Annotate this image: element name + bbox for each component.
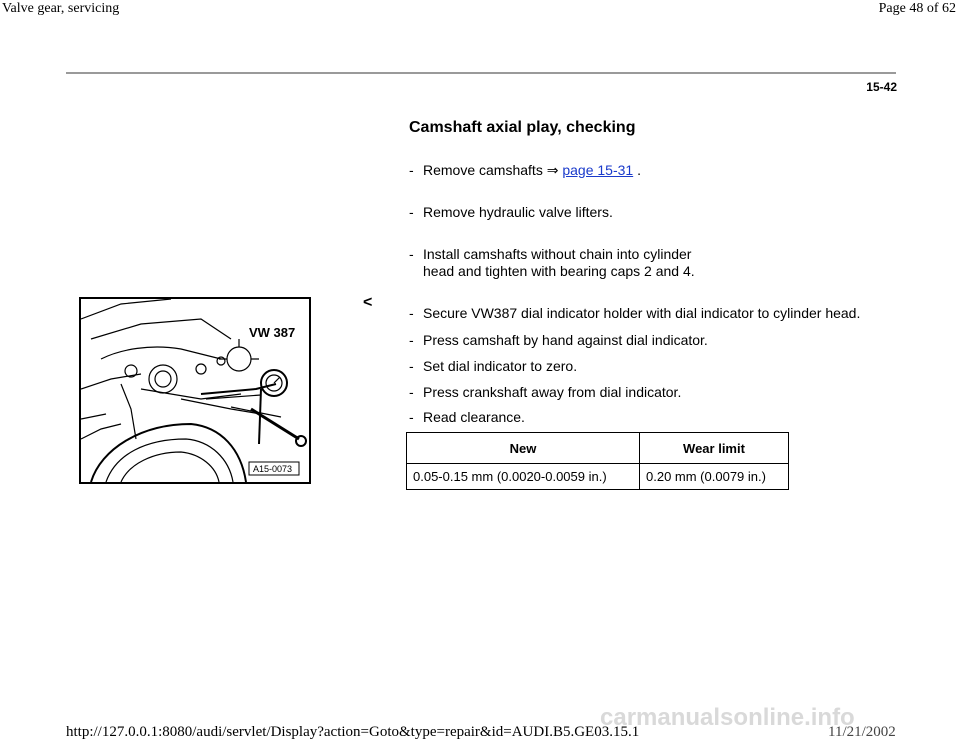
step-install-camshafts [409, 246, 695, 280]
step-dash: - [409, 384, 414, 400]
step-dash: - [409, 305, 414, 321]
step-text: Remove camshafts [423, 162, 543, 178]
page-number: 15-42 [866, 80, 897, 94]
step-remove-lifters [409, 204, 613, 221]
table-header-row [407, 433, 789, 464]
step-press-crankshaft [409, 384, 681, 401]
step-dash: - [409, 409, 414, 425]
step-text: Press crankshaft away from dial indicator. [423, 384, 682, 400]
figure-code: A15-0073 [253, 464, 293, 474]
table-row [407, 464, 789, 490]
page-link[interactable]: page 15-31 [562, 162, 634, 178]
clearance-table [406, 432, 789, 490]
step-suffix: . [633, 162, 641, 178]
illustration-dial-indicator [79, 297, 311, 484]
section-title: Camshaft axial play, checking [409, 119, 636, 136]
step-dash: - [409, 332, 414, 348]
cell-new-value: 0.05-0.15 mm (0.0020-0.0059 in.) [407, 464, 640, 490]
step-text: Secure VW387 dial indicator holder with dial indicator to cylinder head. [423, 305, 861, 321]
column-header-wear-limit: Wear limit [640, 433, 789, 464]
step-press-camshaft [409, 332, 708, 349]
step-text: Read clearance. [423, 409, 525, 425]
step-dash: - [409, 204, 414, 220]
step-text: Press camshaft by hand against dial indicator. [423, 332, 708, 348]
page-counter: Page 48 of 62 [878, 1, 956, 16]
reference-arrow-icon: ⇒ [546, 162, 559, 178]
column-header-new: New [407, 433, 640, 464]
header-divider [66, 72, 896, 74]
step-read-clearance [409, 409, 525, 426]
step-dash: - [409, 162, 414, 178]
step-dash: - [409, 246, 414, 262]
step-remove-camshafts [409, 162, 641, 179]
step-text: Set dial indicator to zero. [423, 358, 578, 374]
footer-url: http://127.0.0.1:8080/audi/servlet/Display?action=Goto&type=repair&id=AUDI.B5.GE03.15.1 [66, 724, 640, 740]
engine-drawing [81, 299, 309, 482]
cell-wear-limit-value: 0.20 mm (0.0079 in.) [640, 464, 789, 490]
step-set-zero [409, 358, 577, 375]
step-text-line2: head and tighten with bearing caps 2 and 4. [423, 263, 695, 279]
step-text-line1: Install camshafts without chain into cylinder [423, 246, 692, 262]
watermark: carmanualsonline.info [600, 704, 855, 731]
pointer-arrow-icon: < [363, 294, 373, 311]
step-secure-indicator [409, 305, 860, 322]
step-text: Remove hydraulic valve lifters. [423, 204, 613, 220]
tool-label: VW 387 [249, 325, 296, 340]
document-title: Valve gear, servicing [2, 1, 120, 16]
step-dash: - [409, 358, 414, 374]
footer-date: 11/21/2002 [828, 724, 896, 740]
